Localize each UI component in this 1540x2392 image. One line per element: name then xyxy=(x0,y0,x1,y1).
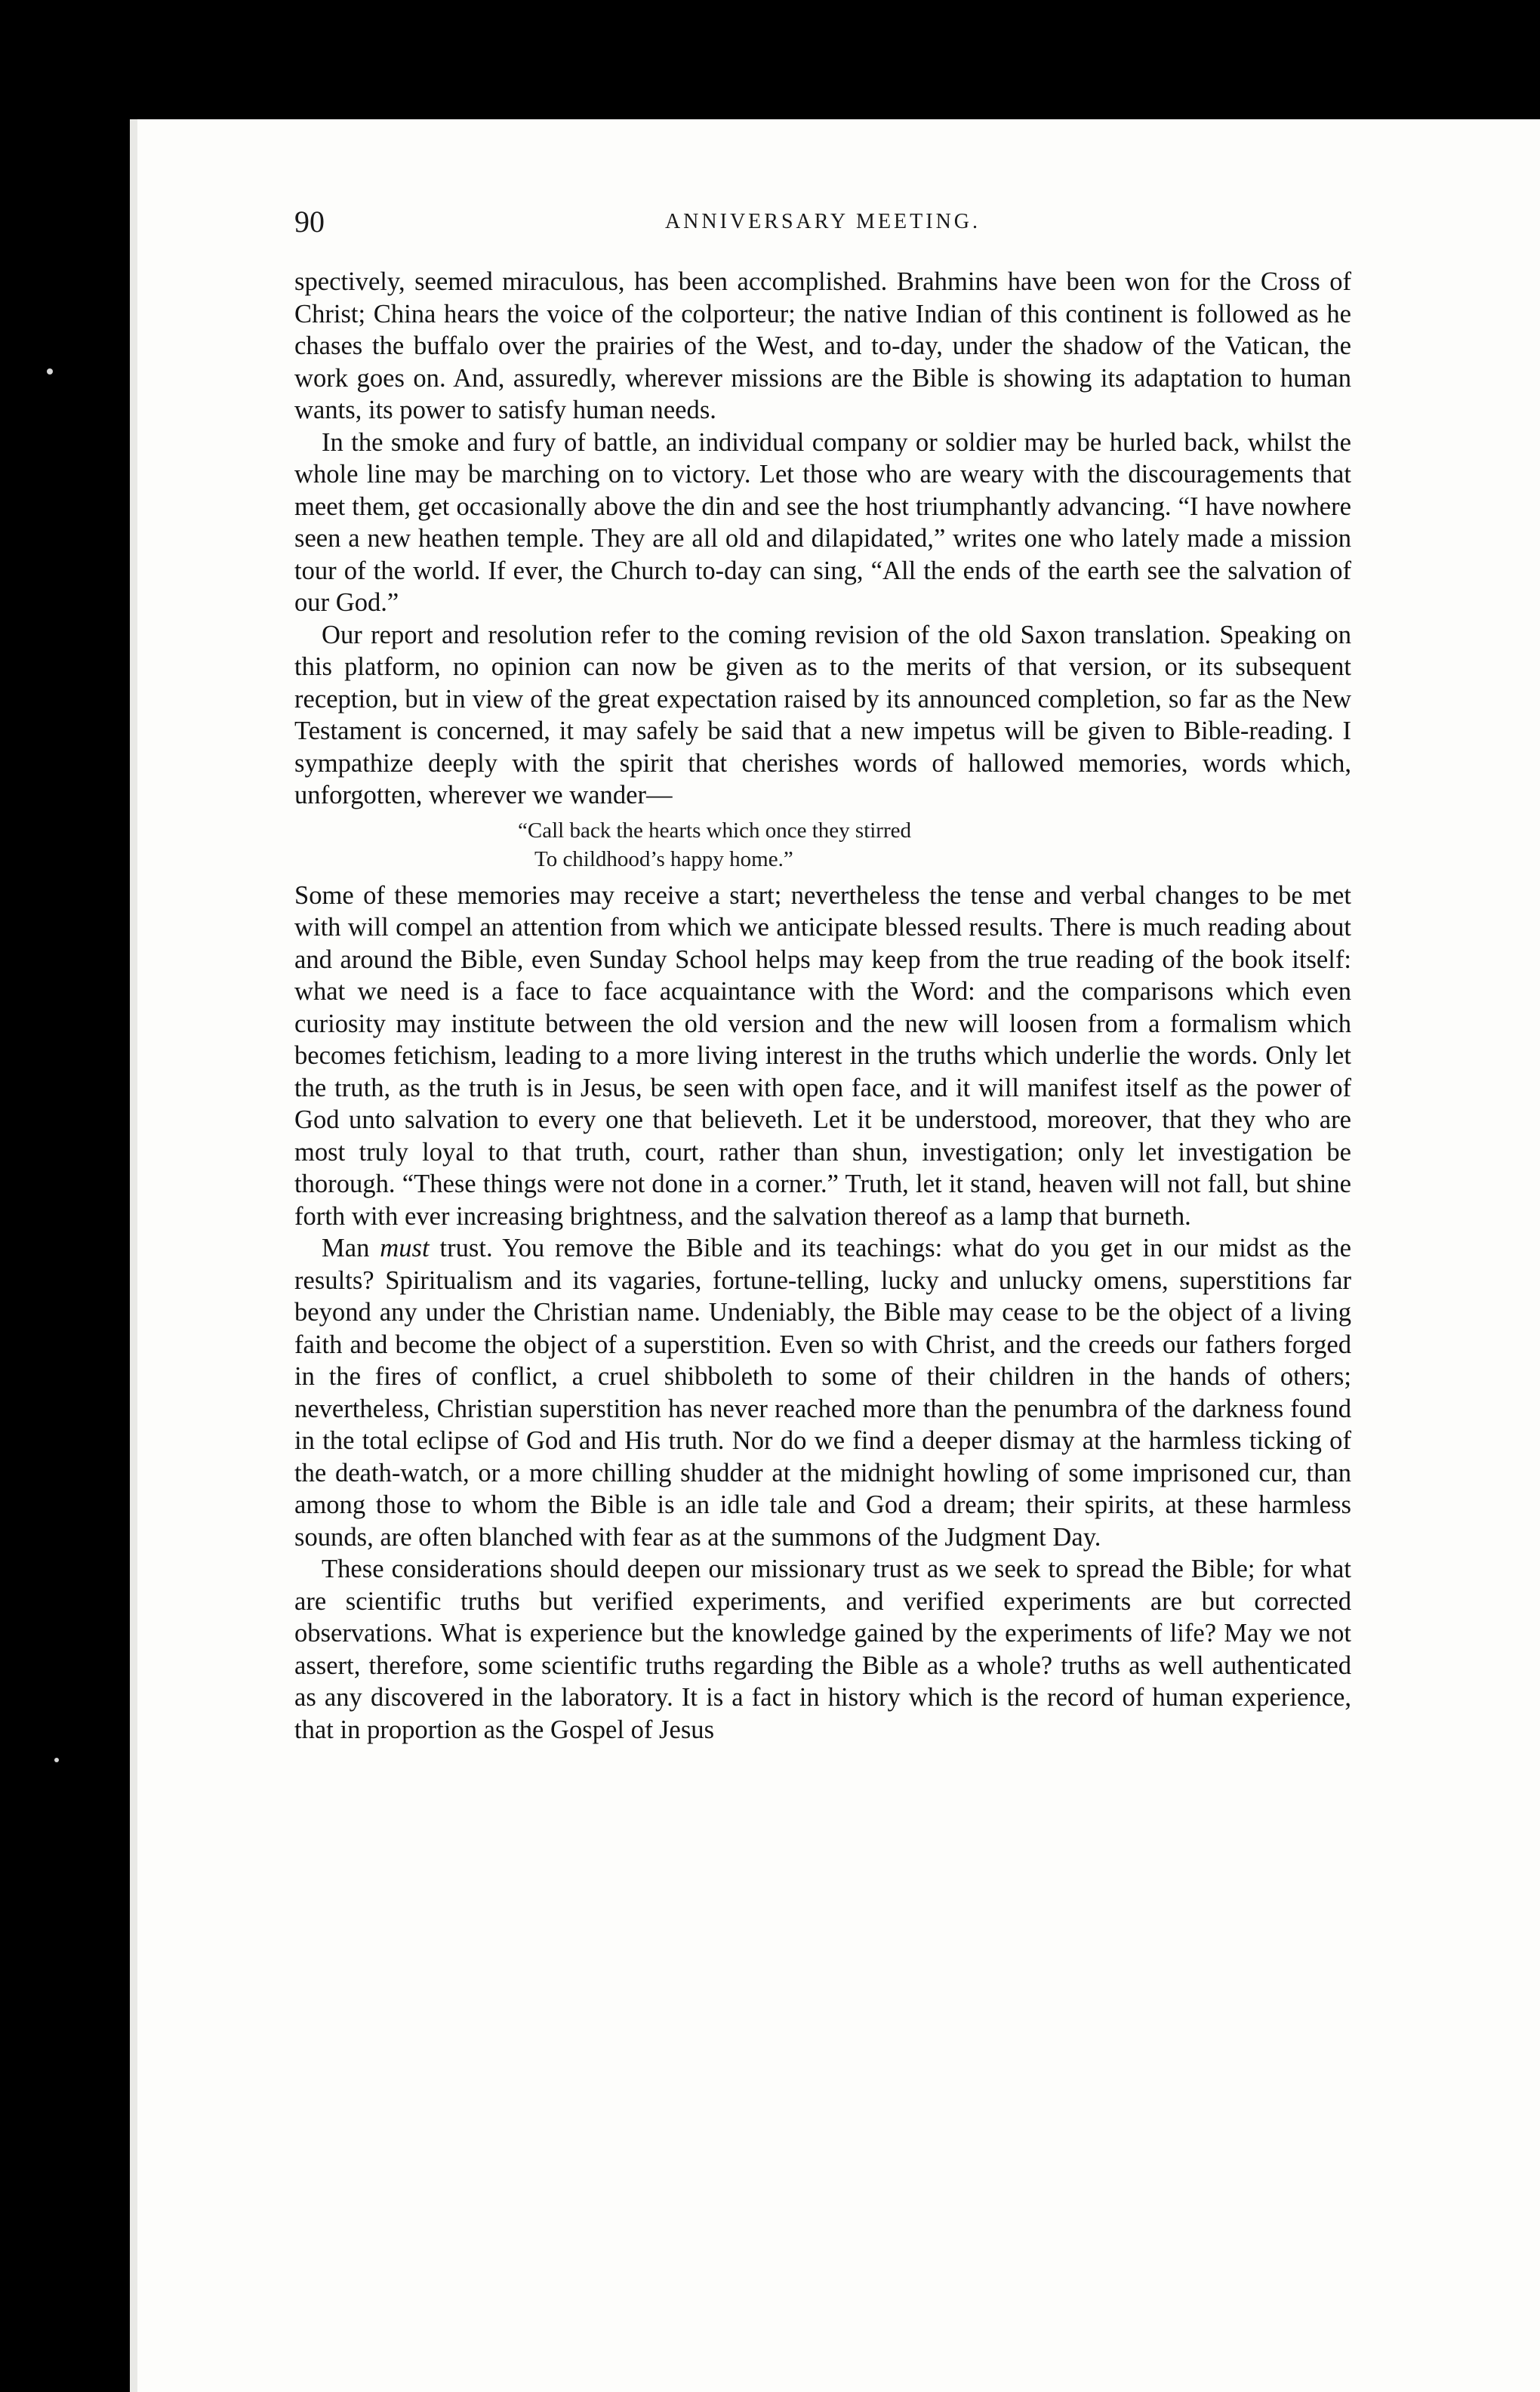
paragraph-considerations: These considerations should deepen our missionary trust as we seek to spread the Bible; for what are scientific truths but verified experiments, and verified experiments are but corrected observations. What is experience but the knowledge gained by the experiments of life? May we not assert, therefore, some scientific truths regarding the Bible as a whole? truths as well authenticated as any discovered in the laboratory. It is a fact in history which is the record of human experience, that in proportion as the Gospel of Jesus xyxy=(294,1555,1351,1744)
verse-line-2: To childhood’s happy home.” xyxy=(534,846,793,871)
page-number: 90 xyxy=(294,205,325,239)
paragraph-memories: Some of these memories may receive a start; nevertheless the tense and verbal changes to be met with will compel an attention from which we anticipate blessed results. There is much reading about and around the Bible, even Sunday School helps may keep from the true reading of the book itself: what we need is a face to face acquaintance with the Word: and the comparisons which even curiosity may institute between the old version and the new will loosen from a formalism which becomes fetichism, leading to a more living interest in the truths which underlie the words. Only let the truth, as the truth is in Jesus, be seen with open face, and it will manifest itself as the power of God unto salvation to every one that believeth. Let it be understood, moreover, that they who are most truly loyal to that truth, court, rather than shun, investigation; only let investigation be thorough. “These things were not done in a corner.” Truth, let it stand, heaven will not fall, but shine forth with ever increasing brightness, and the salvation thereof as a lamp that burneth. xyxy=(294,880,1351,1231)
running-title: ANNIVERSARY MEETING. xyxy=(664,210,981,233)
paragraph-revision: Our report and resolution refer to the coming revision of the old Saxon translation. Speaking on this platform, no opinion can now be given as to the merits of that version, or its subsequent reception, but in view of the great expectation raised by its announced completion, so far as the New Testament is concerned, it may safely be said that a new impetus will be given to Bible-reading. I sympathize deeply with the spirit that cherishes words of hallowed memories, words which, unforgotten, wherever we wander— xyxy=(294,620,1351,809)
book-page xyxy=(130,119,1540,2392)
running-head xyxy=(294,204,1351,249)
scan-border xyxy=(0,0,1540,121)
page-content xyxy=(294,204,1351,1746)
verse-quotation xyxy=(518,816,1351,874)
paragraph-body: trust. You remove the Bible and its teachings: what do you get in our midst as the results? Spiritualism and its vagaries, fortune-telling, lucky and unlucky omens, superstitions far beyond any under the Christian name. Undeniably, the Bible may cease to be the object of a living faith and become the object of a superstition. Even so with Christ, and the creeds our fathers forged in the fires of conflict, a cruel shibboleth to some of their children in the hands of others; nevertheless, Christian superstition has never reached more than the penumbra of the darkness found in the total eclipse of God and His truth. Nor do we find a deeper dismay at the harmless ticking of the death-watch, or a more chilling shudder at the midnight howling of some imprisoned cur, than among those to whom the Bible is an idle tale and God a dream; their spirits, at these harmless sounds, are often blanched with fear as at the summons of the Judgment Day. xyxy=(294,1234,1351,1552)
paragraph-lead: Man xyxy=(322,1234,380,1262)
paragraph-man-must-trust xyxy=(294,1232,1351,1553)
verse-line-1: “Call back the hearts which once they stirred xyxy=(518,818,911,843)
emphasis-must: must xyxy=(380,1234,430,1262)
scan-speck xyxy=(54,1758,59,1762)
paragraph-continued: spectively, seemed miraculous, has been accomplished. Brahmins have been won for the Cross of Christ; China hears the voice of the colporteur; the native Indian of this continent is followed as he chases the buffalo over the prairies of the West, and to-day, under the shadow of the Vatican, the work goes on. And, assuredly, wherever missions are the Bible is showing its adaptation to human wants, its power to satisfy human needs. xyxy=(294,267,1351,424)
scan-speck xyxy=(47,368,53,375)
body-text xyxy=(294,266,1351,1746)
paragraph-battle: In the smoke and fury of battle, an individual company or soldier may be hurled back, whilst the whole line may be marching on to victory. Let those who are weary with the discouragements that meet them, get occasionally above the din and see the host triumphantly advancing. “I have nowhere seen a new heathen temple. They are all old and dilapidated,” writes one who lately made a mission tour of the world. If ever, the Church to-day can sing, “All the ends of the earth see the salvation of our God.” xyxy=(294,427,1351,617)
